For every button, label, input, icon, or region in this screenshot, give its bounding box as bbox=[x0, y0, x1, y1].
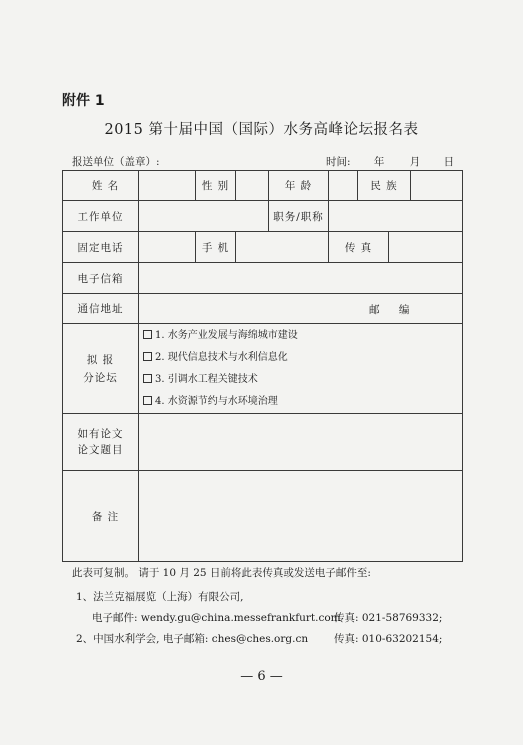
row-work-unit bbox=[63, 201, 463, 232]
row-phone bbox=[63, 232, 463, 263]
day-label: 日 bbox=[443, 156, 455, 168]
paper-label-line2: 论文题目 bbox=[77, 444, 124, 456]
row-forum-selection bbox=[63, 324, 463, 414]
fax-field[interactable] bbox=[389, 232, 463, 263]
gender-label: 性 别 bbox=[196, 171, 236, 201]
email-label: 电子信箱 bbox=[63, 263, 139, 294]
postcode-label: 邮 编 bbox=[369, 304, 418, 316]
age-field[interactable] bbox=[329, 171, 358, 201]
recipient-1-email: 电子邮件: wendy.gu@china.messefrankfurt.com bbox=[92, 612, 341, 624]
address-label: 通信地址 bbox=[63, 294, 139, 324]
remarks-label: 备 注 bbox=[63, 471, 139, 562]
paper-title-field[interactable] bbox=[139, 414, 463, 471]
page-number: — 6 — bbox=[240, 669, 283, 684]
row-email bbox=[63, 263, 463, 294]
forum-option[interactable] bbox=[139, 391, 462, 413]
landline-field[interactable] bbox=[139, 232, 196, 263]
paper-title-label bbox=[63, 414, 139, 471]
recipient-2-fax: 传真: 010-63202154; bbox=[334, 633, 443, 645]
forum-label-line2: 分论坛 bbox=[83, 371, 118, 384]
recipient-1: 1、法兰克福展览（上海）有限公司, bbox=[76, 591, 244, 603]
forum-option[interactable] bbox=[139, 347, 462, 369]
fax-label: 传 真 bbox=[329, 232, 389, 263]
forum-option[interactable] bbox=[139, 369, 462, 391]
month-label: 月 bbox=[409, 156, 421, 168]
position-field[interactable] bbox=[329, 201, 463, 232]
recipient-1-fax: 传真: 021-58769332; bbox=[334, 612, 443, 624]
forum-option-label: 4. 水资源节约与水环境治理 bbox=[155, 395, 278, 407]
checkbox-icon[interactable] bbox=[143, 352, 152, 361]
name-field[interactable] bbox=[139, 171, 196, 201]
mobile-field[interactable] bbox=[236, 232, 329, 263]
date-line bbox=[326, 154, 454, 169]
attachment-label: 附件 1 bbox=[62, 93, 105, 109]
forum-option-label: 1. 水务产业发展与海绵城市建设 bbox=[155, 329, 298, 341]
forum-option-label: 3. 引调水工程关键技术 bbox=[155, 373, 258, 385]
row-paper-title bbox=[63, 414, 463, 471]
mobile-label: 手 机 bbox=[196, 232, 236, 263]
ethnicity-field[interactable] bbox=[411, 171, 463, 201]
work-unit-label: 工作单位 bbox=[63, 201, 139, 232]
checkbox-icon[interactable] bbox=[143, 374, 152, 383]
year-label: 年 bbox=[373, 156, 385, 168]
forum-label-line1: 拟 报 bbox=[86, 353, 115, 366]
registration-form-table bbox=[62, 170, 463, 562]
position-label: 职务/职称 bbox=[269, 201, 329, 232]
submitting-unit-label: 报送单位（盖章）: bbox=[72, 156, 160, 168]
name-label: 姓 名 bbox=[63, 171, 139, 201]
checkbox-icon[interactable] bbox=[143, 396, 152, 405]
row-basic-info bbox=[63, 171, 463, 201]
age-label: 年 龄 bbox=[269, 171, 329, 201]
time-label: 时间: bbox=[326, 156, 351, 168]
email-field[interactable] bbox=[139, 263, 463, 294]
gender-field[interactable] bbox=[236, 171, 269, 201]
ethnicity-label: 民 族 bbox=[358, 171, 411, 201]
forum-label bbox=[63, 324, 139, 414]
work-unit-field[interactable] bbox=[139, 201, 269, 232]
row-address bbox=[63, 294, 463, 324]
forum-options bbox=[139, 324, 463, 414]
recipient-2: 2、中国水利学会, 电子邮箱: ches@ches.org.cn bbox=[76, 633, 309, 645]
landline-label: 固定电话 bbox=[63, 232, 139, 263]
row-remarks bbox=[63, 471, 463, 562]
form-title: 2015 第十届中国（国际）水务高峰论坛报名表 bbox=[104, 122, 419, 138]
address-field[interactable] bbox=[139, 294, 463, 324]
remarks-field[interactable] bbox=[139, 471, 463, 562]
submission-note: 此表可复制。 请于 10 月 25 日前将此表传真或发送电子邮件至: bbox=[72, 567, 371, 579]
forum-option-label: 2. 现代信息技术与水利信息化 bbox=[155, 351, 288, 363]
paper-label-line1: 如有论文 bbox=[77, 428, 124, 440]
checkbox-icon[interactable] bbox=[143, 330, 152, 339]
forum-option[interactable] bbox=[139, 325, 462, 347]
